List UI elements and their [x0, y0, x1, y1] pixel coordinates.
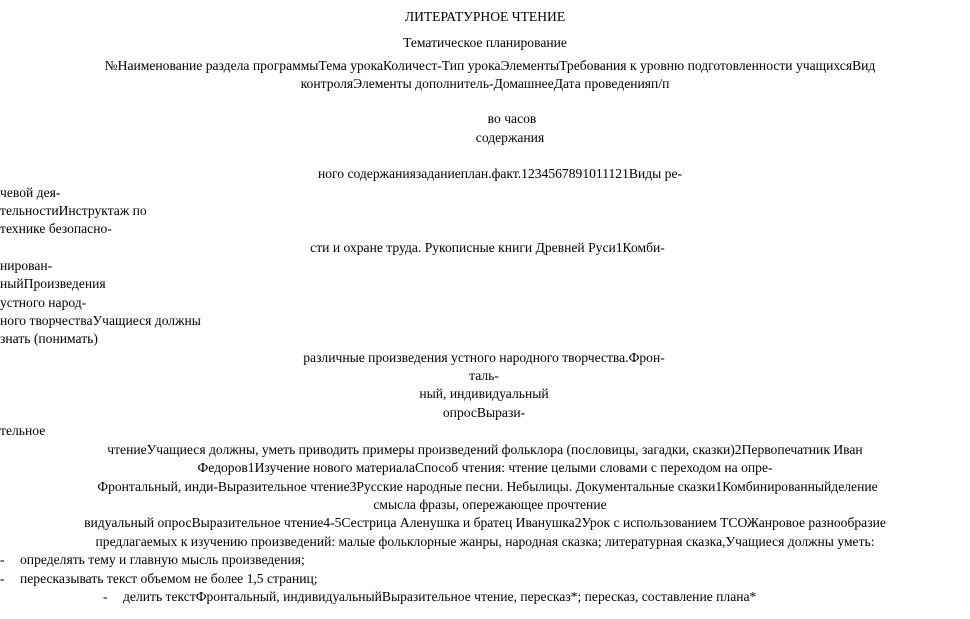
- table-text-line-7: тельностиИнструктаж по: [0, 203, 147, 218]
- table-text-line-20: чтениеУчащиеся должны, уметь приводить примеры произведений фольклора (пословицы, загадки, сказки)2Первопечатник Иван: [107, 442, 863, 457]
- list-bullet: -: [0, 552, 5, 567]
- table-text-line-5: ного содержаниязаданиеплан.факт.1234567891011121Виды ре-: [317, 166, 683, 181]
- table-text-line-21: Федоров1Изучение нового материалаСпособ чтения: чтение целыми словами с переходом на опре-: [197, 460, 773, 475]
- list-item-text: делить текстФронтальный, индивидуальныйВыразительное чтение, пересказ*; пересказ, составление плана*: [123, 589, 757, 604]
- list-item-text: пересказывать текст объемом не более 1,5 страниц;: [20, 571, 318, 586]
- list-item: [0, 551, 305, 569]
- table-text-line-25: предлагаемых к изучению произведений: малые фольклорные жанры, народная сказка; литературная сказка,Учащиеся должны уметь:: [95, 534, 875, 549]
- list-bullet: -: [0, 571, 5, 586]
- table-text-line-16: таль-: [469, 368, 499, 383]
- table-text-line-13: ного творчестваУчащиеся должны: [0, 313, 201, 328]
- table-text-line-17: ный, индивидуальный: [419, 386, 549, 401]
- table-text-line-10: нирован-: [0, 258, 53, 273]
- table-text-line-24: видуальный опросВыразительное чтение4-5Сестрица Аленушка и братец Иванушка2Урок с использованием ТСОЖанровое разнообразие: [84, 515, 886, 530]
- table-text-line-18: опросВырази-: [442, 405, 526, 420]
- table-header-line-4: содержания: [475, 130, 545, 145]
- table-text-line-15: различные произведения устного народного творчества.Фрон-: [303, 350, 665, 365]
- table-text-line-9: сти и охране труда. Рукописные книги Древней Руси1Комби-: [310, 240, 665, 255]
- list-bullet: -: [103, 589, 108, 604]
- document-title: ЛИТЕРАТУРНОЕ ЧТЕНИЕ: [404, 9, 566, 24]
- table-text-line-23: смысла фразы, опережающее прочтение: [373, 497, 607, 512]
- list-item-text: определять тему и главную мысль произведения;: [20, 552, 305, 567]
- table-header-line-2: контроляЭлементы дополнитель-ДомашнееДата проведенияп/п: [300, 76, 670, 91]
- table-header-line-1: №Наименование раздела программыТема урокаКоличест-Тип урокаЭлементыТребования к уровню подготовленности учащихсяВид: [104, 58, 876, 73]
- list-item: [103, 588, 756, 606]
- table-text-line-14: знать (понимать): [0, 331, 98, 346]
- table-text-line-11: ныйПроизведения: [0, 276, 106, 291]
- table-text-line-12: устного народ-: [0, 295, 87, 310]
- list-item: [0, 570, 318, 588]
- table-text-line-22: Фронтальный, инди-Выразительное чтение3Русские народные песни. Небылицы. Документальные сказки1Комбинированныйделение: [97, 479, 878, 494]
- table-text-line-19: тельное: [0, 423, 46, 438]
- table-text-line-6: чевой дея-: [0, 185, 61, 200]
- table-header-line-3: во часов: [487, 111, 537, 126]
- document-subtitle: Тематическое планирование: [403, 35, 567, 50]
- table-text-line-8: технике безопасно-: [0, 221, 112, 236]
